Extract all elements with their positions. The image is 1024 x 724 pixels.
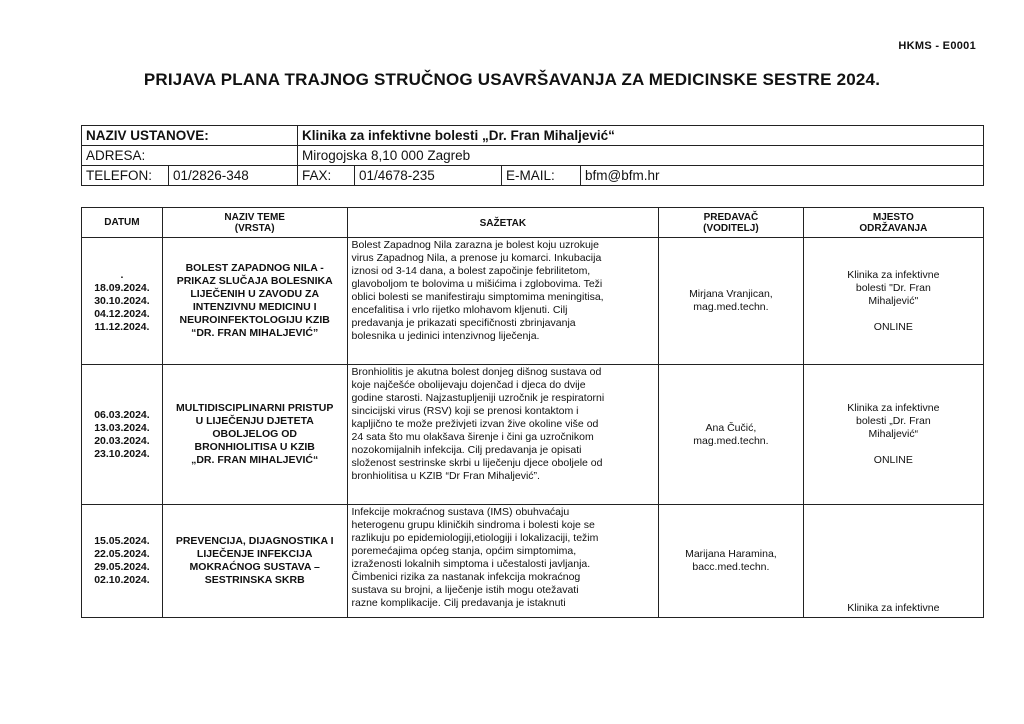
date-line: 20.03.2024. <box>94 434 150 447</box>
row-topic <box>162 505 347 618</box>
summary-line: razlikuju po epidemiologiji,etiologiji i lokalizaciji, težim <box>351 532 599 544</box>
summary-line: složenost sestrinske skrbi u liječenju djece oboljele od <box>351 457 603 469</box>
header-summary: SAŽETAK <box>347 208 659 238</box>
date-line: 23.10.2024. <box>94 447 150 460</box>
table-row <box>82 238 984 365</box>
lecturer-line: mag.med.techn. <box>693 301 769 313</box>
plan-table <box>81 207 984 618</box>
place-line: bolesti „Dr. Fran <box>855 415 931 427</box>
summary-line: Infekcije mokraćnog sustava (IMS) obuhvaćaju <box>351 506 570 518</box>
date-line: 11.12.2024. <box>94 320 150 333</box>
institution-name-label: NAZIV USTANOVE: <box>82 126 298 146</box>
header-lecturer-line2: (VODITELJ) <box>703 222 759 234</box>
summary-line: razne komplikacije. Cilj predavanja je istaknuti <box>351 597 566 609</box>
fax-value: 01/4678-235 <box>355 166 502 186</box>
institution-info-table <box>81 125 984 186</box>
lecturer-line: Ana Čučić, <box>705 421 757 434</box>
row-lecturer <box>659 505 804 618</box>
date-line: 02.10.2024. <box>94 574 150 586</box>
row-place <box>803 505 983 618</box>
topic-line: NEUROINFEKTOLOGIJU KZIB <box>179 314 330 326</box>
topic-line: INTENZIVNU MEDICINU I <box>192 301 317 313</box>
row-summary <box>347 505 659 618</box>
page-title: PRIJAVA PLANA TRAJNOG STRUČNOG USAVRŠAVANJA ZA MEDICINSKE SESTRE 2024. <box>143 70 881 89</box>
email-value: bfm@bfm.hr <box>581 166 984 186</box>
lecturer-line: bacc.med.techn. <box>692 561 770 573</box>
date-line: . <box>120 268 124 281</box>
summary-line: godine starosti. Najzastupljeniji uzročnik je respiratorni <box>351 392 605 404</box>
summary-line: heterogenu grupu kliničkih sindroma i bolesti koje se <box>351 519 595 531</box>
topic-line: U LIJEČENJU DJETETA <box>195 415 314 427</box>
summary-line: sincicijski virus (RSV) koji se prenosi kontaktom i <box>351 405 579 417</box>
place-line: Mihaljević“ <box>868 428 919 440</box>
summary-line: bolesnika u jedinici intenzivnog liječenja. <box>351 330 540 342</box>
row-summary <box>347 365 659 505</box>
table-row <box>82 365 984 505</box>
date-line: 29.05.2024. <box>94 561 150 573</box>
summary-line: virus Zapadnog Nila, a prenose ju komarci. Inkubacija <box>351 252 602 264</box>
topic-line: OBOLJELOG OD <box>212 428 297 440</box>
row-dates <box>82 365 163 505</box>
table-header-row <box>82 208 984 238</box>
topic-line: MOKRAĆNOG SUSTAVA – <box>189 561 320 573</box>
topic-line: BRONHIOLITISA U KZIB <box>194 441 315 453</box>
summary-line: bronhiolitisa u KZIB “Dr Fran Mihaljević”. <box>351 470 540 482</box>
online-badge: ONLINE <box>873 454 913 466</box>
summary-line: Bolest Zapadnog Nila zarazna je bolest koju uzrokuje <box>351 239 599 251</box>
online-badge: ONLINE <box>873 320 913 333</box>
fax-label: FAX: <box>298 166 355 186</box>
place-line: bolesti "Dr. Fran <box>855 281 931 294</box>
summary-line: predavanja je prikazati specifičnosti zbrinjavanja <box>351 317 576 329</box>
row-lecturer <box>659 238 804 365</box>
header-topic-line1: NAZIV TEME <box>224 211 285 223</box>
header-date: DATUM <box>82 208 163 238</box>
address-label: ADRESA: <box>82 146 298 166</box>
date-line: 22.05.2024. <box>94 548 150 560</box>
summary-line: kapljično te može preživjeti izvan žive okoline više od <box>351 418 599 430</box>
lecturer-line: Mirjana Vranjican, <box>689 288 773 300</box>
summary-line: poremećajima općeg stanja, općim simptomima, <box>351 545 577 557</box>
date-line: 06.03.2024. <box>94 408 150 421</box>
topic-line: “DR. FRAN MIHALJEVIĆ” <box>191 327 319 339</box>
topic-line: PRIKAZ SLUČAJA BOLESNIKA <box>176 275 333 287</box>
header-place-line1: MJESTO <box>872 211 914 223</box>
row-summary <box>347 238 659 365</box>
institution-name-value: Klinika za infektivne bolesti „Dr. Fran Mihaljević“ <box>298 126 984 146</box>
topic-line: „DR. FRAN MIHALJEVIĆ“ <box>191 454 319 466</box>
date-line: 04.12.2024. <box>94 307 150 320</box>
header-topic-line2: (VRSTA) <box>234 222 275 234</box>
summary-line: glavoboljom te bolovima u mišićima i zglobovima. Teži <box>351 278 603 290</box>
place-line: Klinika za infektivne <box>847 268 940 281</box>
row-dates <box>82 505 163 618</box>
header-topic <box>162 208 347 238</box>
lecturer-line: Marijana Haramina, <box>685 548 777 560</box>
topic-line: LIJEČENIH U ZAVODU ZA <box>190 288 320 300</box>
summary-line: iznosi od 3-14 dana, a bolest započinje febrilitetom, <box>351 265 591 277</box>
row-lecturer <box>659 365 804 505</box>
summary-line: sustava su brojni, a liječenje istih mogu otežavati <box>351 584 579 596</box>
date-line: 15.05.2024. <box>94 535 150 547</box>
topic-line: PREVENCIJA, DIJAGNOSTIKA I <box>175 535 334 547</box>
place-line: Klinika za infektivne <box>847 602 940 614</box>
topic-line: MULTIDISCIPLINARNI PRISTUP <box>176 402 334 414</box>
topic-line: LIJEČENJE INFEKCIJA <box>196 548 313 560</box>
summary-line: koje najčešće obolijevaju dojenčad i djeca do dvije <box>351 379 586 391</box>
place-line: Klinika za infektivne <box>847 402 940 414</box>
row-topic <box>162 365 347 505</box>
row-place <box>803 365 983 505</box>
header-lecturer <box>659 208 804 238</box>
date-line: 18.09.2024. <box>94 281 150 294</box>
summary-line: nozokomijalnih infekcija. Cilj predavanja je opisati <box>351 444 582 456</box>
phone-label: TELEFON: <box>82 166 169 186</box>
topic-line: SESTRINSKA SKRB <box>204 574 305 586</box>
table-row <box>82 505 984 618</box>
date-line: 13.03.2024. <box>94 421 150 434</box>
header-place-line2: ODRŽAVANJA <box>859 222 928 234</box>
place-line: Mihaljević" <box>868 294 919 307</box>
phone-value: 01/2826-348 <box>169 166 298 186</box>
header-place <box>803 208 983 238</box>
summary-line: Bronhiolitis je akutna bolest donjeg dišnog sustava od <box>351 366 602 378</box>
row-place <box>803 238 983 365</box>
email-label: E-MAIL: <box>502 166 581 186</box>
form-code: HKMS - E0001 <box>898 40 976 52</box>
topic-line: BOLEST ZAPADNOG NILA - <box>185 262 324 274</box>
header-lecturer-line1: PREDAVAČ <box>703 211 759 223</box>
row-dates <box>82 238 163 365</box>
row-topic <box>162 238 347 365</box>
summary-line: Čimbenici rizika za nastanak infekcija mokraćnog <box>351 571 581 583</box>
summary-line: encefalitisa i vrlo rijetko mlohavom kljenuti. Cilj <box>351 304 568 316</box>
summary-line: 24 sata što mu olakšava širenje i čini ga uzročnikom <box>351 431 594 443</box>
summary-line: izraženosti lokalnih simptoma i učestalosti javljanja. <box>351 558 591 570</box>
address-value: Mirogojska 8,10 000 Zagreb <box>298 146 984 166</box>
date-line: 30.10.2024. <box>94 294 150 307</box>
lecturer-line: mag.med.techn. <box>693 434 769 447</box>
summary-line: oblici bolesti se manifestiraju simptomima meningitisa, <box>351 291 604 303</box>
